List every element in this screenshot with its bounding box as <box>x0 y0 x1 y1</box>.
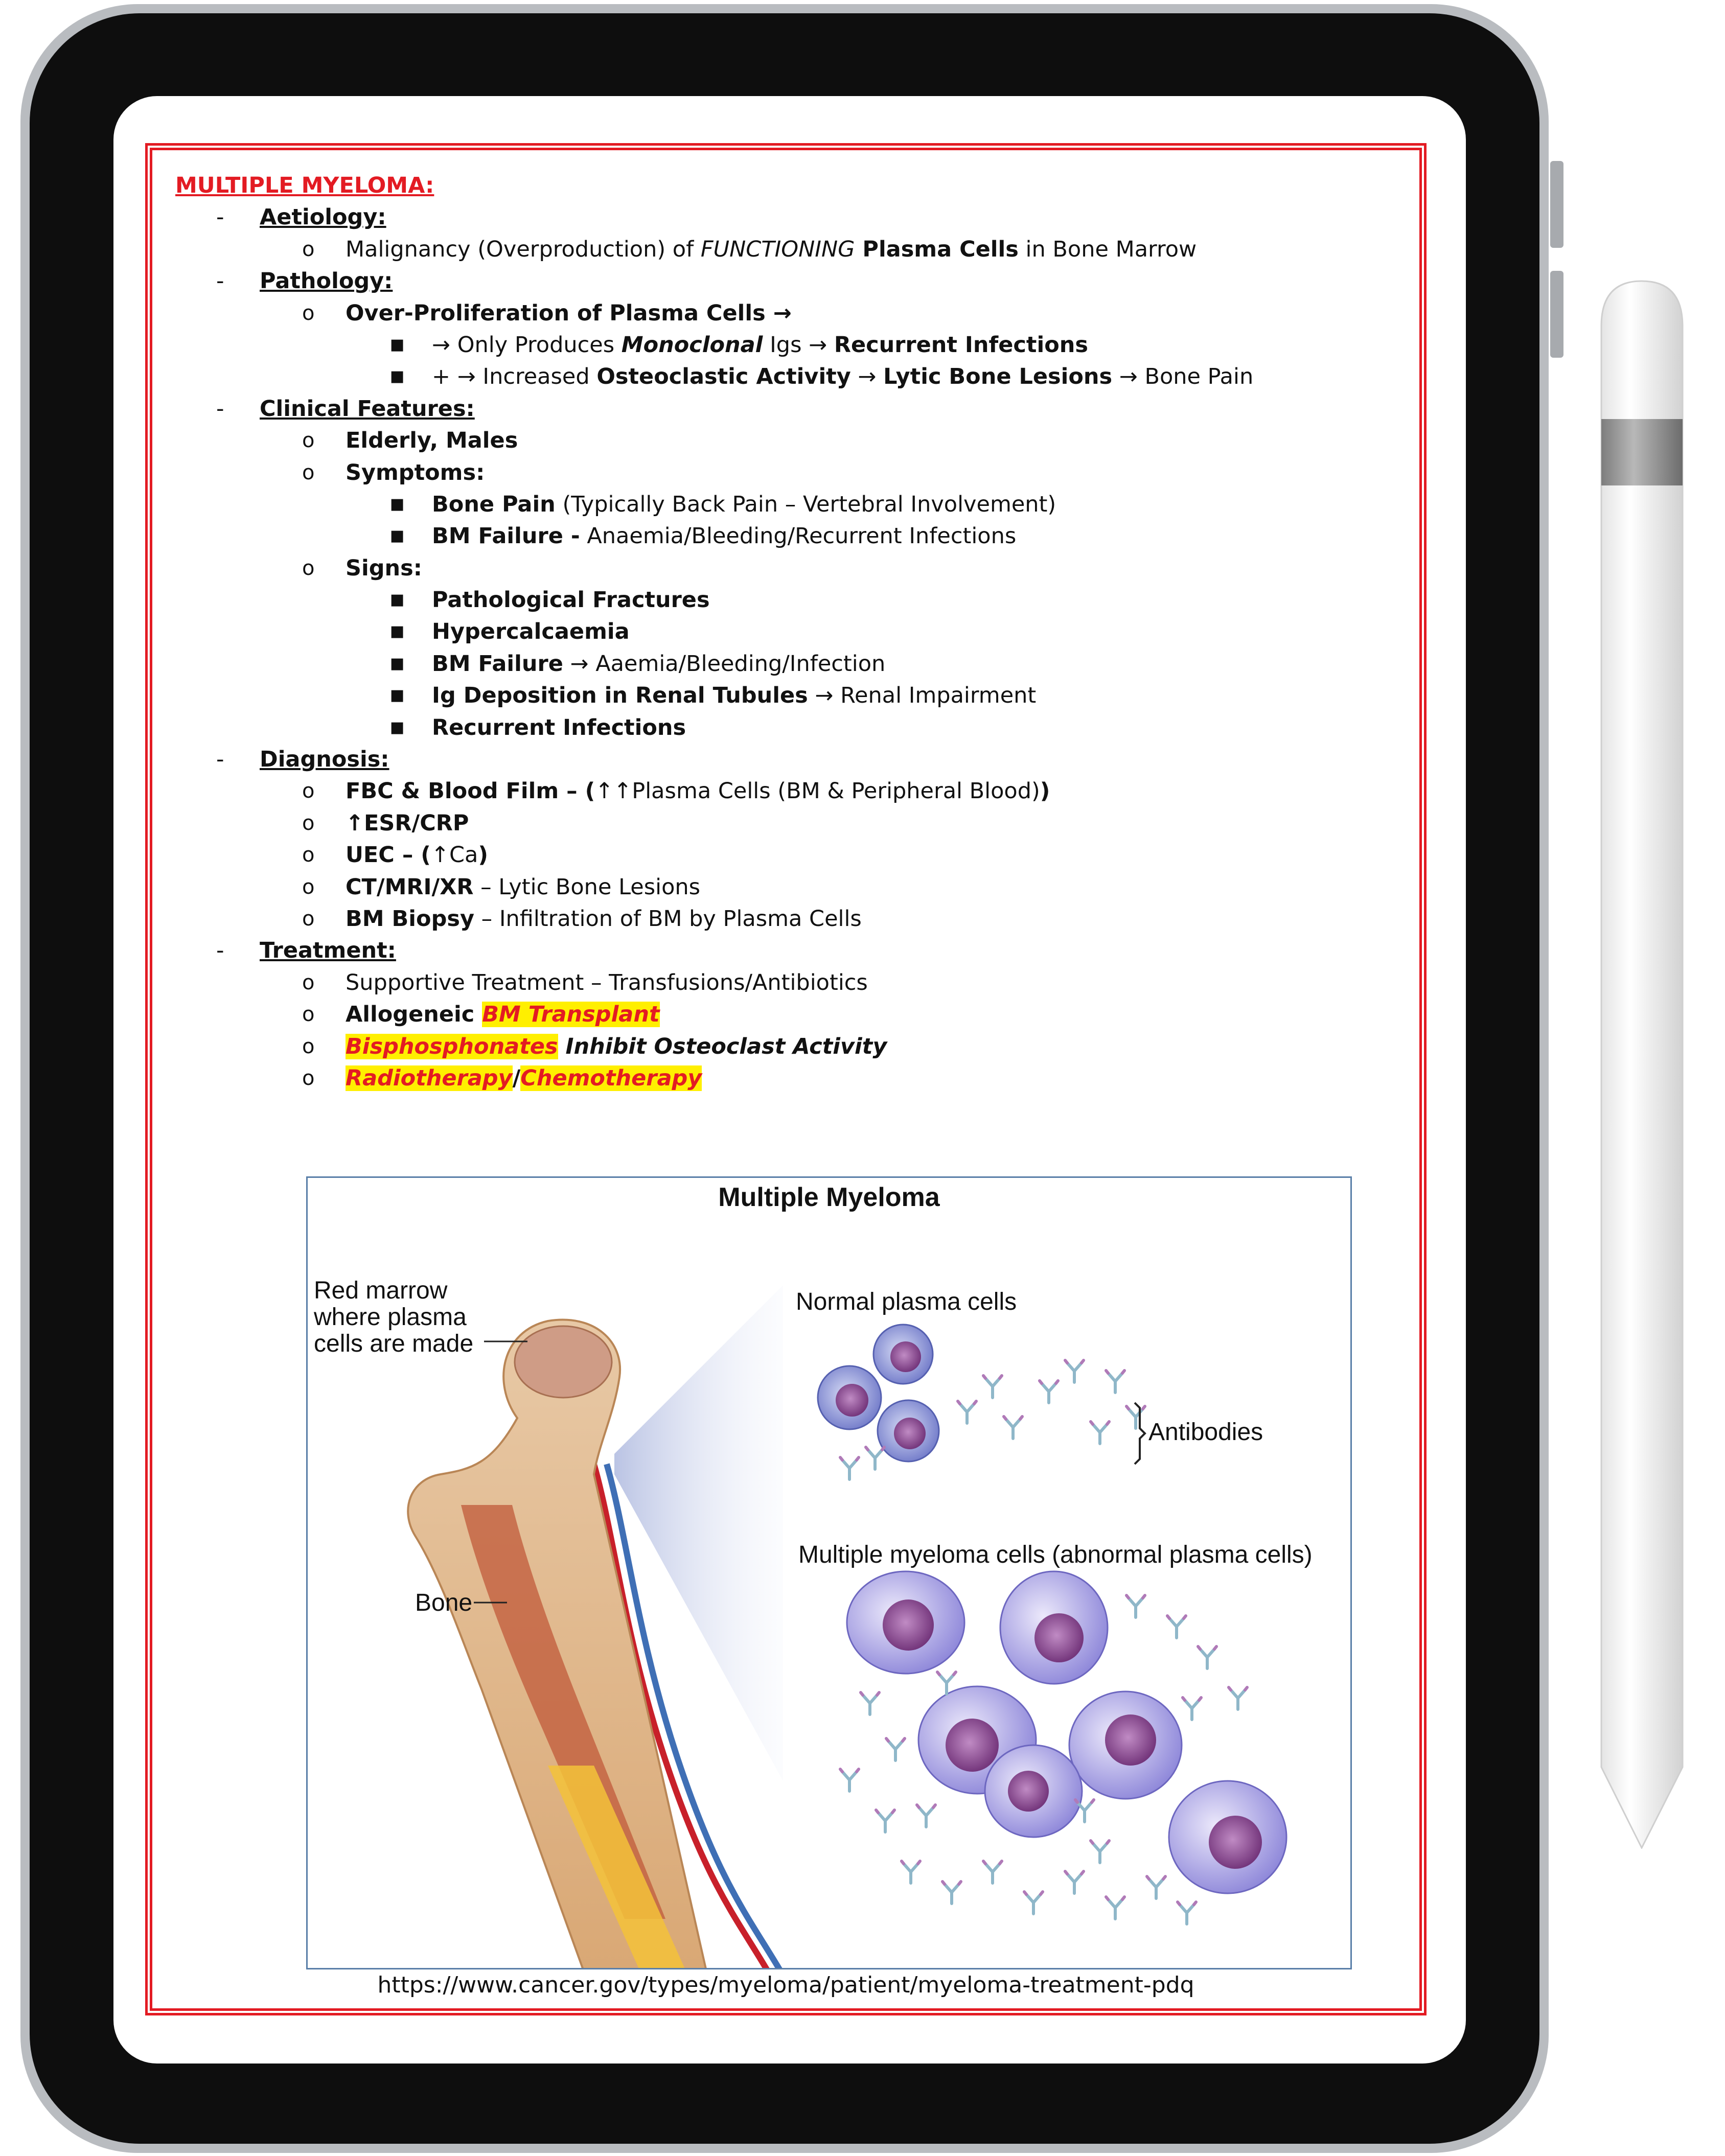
pathology-subitem: + → Increased Osteoclastic Activity → Lytic Bone Lesions → Bone Pain <box>432 364 1254 390</box>
bullet-square: ■ <box>390 622 405 641</box>
bullet-circle: o <box>302 811 315 835</box>
myeloma-cells <box>847 1571 1286 1893</box>
symptom-item: Bone Pain (Typically Back Pain – Vertebral Involvement) <box>432 491 1056 517</box>
bullet-square: ■ <box>390 495 405 513</box>
highlight-bm-transplant: BM Transplant <box>482 1002 660 1028</box>
sign-item: BM Failure → Aaemia/Bleeding/Infection <box>432 651 886 677</box>
bullet-dash: - <box>216 268 224 294</box>
bullet-circle: o <box>302 779 315 803</box>
bullet-square: ■ <box>390 654 405 673</box>
clinical-item: Symptoms: <box>346 459 485 485</box>
normal-plasma-cells <box>818 1325 939 1462</box>
treatment-item: Allogeneic BM Transplant <box>346 1002 660 1028</box>
treatment-item: Bisphosphonates Inhibit Osteoclast Activity <box>346 1033 887 1059</box>
bullet-circle: o <box>302 301 315 325</box>
notes-body <box>175 170 1399 1094</box>
sign-item: Ig Deposition in Renal Tubules → Renal Impairment <box>432 683 1037 709</box>
bullet-circle: o <box>302 460 315 484</box>
diagnosis-item: CT/MRI/XR – Lytic Bone Lesions <box>346 874 701 900</box>
bullet-square: ■ <box>390 686 405 705</box>
bullet-circle: o <box>302 1003 315 1027</box>
bullet-circle: o <box>302 875 315 899</box>
bullet-circle: o <box>302 843 315 867</box>
document-page <box>145 143 1427 2015</box>
section-heading-aetiology: Aetiology: <box>260 204 386 230</box>
pathology-item: Over-Proliferation of Plasma Cells → <box>346 300 792 326</box>
tablet-screen <box>113 96 1466 2064</box>
bullet-square: ■ <box>390 335 405 354</box>
highlight-bisphosphonates: Bisphosphonates <box>346 1033 558 1059</box>
label-bone: Bone <box>415 1589 473 1616</box>
bullet-circle: o <box>302 1034 315 1058</box>
symptom-item: BM Failure - Anaemia/Bleeding/Recurrent Infections <box>432 523 1017 549</box>
section-heading-diagnosis: Diagnosis: <box>260 747 389 773</box>
bullet-dash: - <box>216 747 224 773</box>
section-heading-pathology: Pathology: <box>260 268 393 294</box>
treatment-item: Radiotherapy/Chemotherapy <box>346 1065 702 1091</box>
diagnosis-item: ↑ESR/CRP <box>346 810 469 836</box>
image-source-link[interactable]: https://www.cancer.gov/types/myeloma/patient/myeloma-treatment-pdq <box>377 1972 1194 1998</box>
highlight-chemotherapy: Chemotherapy <box>520 1065 702 1091</box>
femur-head <box>515 1326 612 1398</box>
aetiology-item: Malignancy (Overproduction) of FUNCTIONING Plasma Cells in Bone Marrow <box>346 236 1197 262</box>
sign-item: Pathological Fractures <box>432 587 710 613</box>
diagnosis-item: BM Biopsy – Infiltration of BM by Plasma Cells <box>346 906 862 932</box>
bullet-dash: - <box>216 204 224 230</box>
bullet-square: ■ <box>390 591 405 609</box>
figure-title: Multiple Myeloma <box>718 1183 940 1212</box>
bullet-circle: o <box>302 1066 315 1090</box>
myeloma-illustration <box>306 1176 1352 1969</box>
label-myeloma-cells: Multiple myeloma cells (abnormal plasma cells) <box>798 1541 1313 1568</box>
stylus-pencil <box>1597 280 1687 1849</box>
bullet-circle: o <box>302 970 315 994</box>
volume-down-button <box>1550 271 1563 358</box>
section-heading-clinical: Clinical Features: <box>260 396 475 422</box>
diagnosis-item: FBC & Blood Film – (↑↑Plasma Cells (BM & Peripheral Blood)) <box>346 778 1050 804</box>
bullet-dash: - <box>216 938 224 964</box>
bullet-circle: o <box>302 556 315 580</box>
bullet-square: ■ <box>390 367 405 386</box>
page-title: MULTIPLE MYELOMA: <box>175 173 434 198</box>
sign-item: Hypercalcaemia <box>432 619 630 645</box>
section-heading-treatment: Treatment: <box>260 938 396 964</box>
sign-item: Recurrent Infections <box>432 714 686 740</box>
bullet-dash: - <box>216 396 224 422</box>
highlight-radiotherapy: Radiotherapy <box>346 1065 513 1091</box>
pathology-subitem: → Only Produces Monoclonal Igs → Recurrent Infections <box>432 332 1088 358</box>
bullet-square: ■ <box>390 527 405 545</box>
clinical-item: Signs: <box>346 555 422 581</box>
bullet-square: ■ <box>390 718 405 736</box>
label-red-marrow: Red marrow where plasma cells are made <box>314 1277 474 1357</box>
bullet-circle: o <box>302 907 315 931</box>
bullet-circle: o <box>302 429 315 453</box>
label-normal-plasma-cells: Normal plasma cells <box>796 1288 1017 1315</box>
clinical-item: Elderly, Males <box>346 428 518 454</box>
diagnosis-item: UEC – (↑Ca) <box>346 842 489 868</box>
label-antibodies: Antibodies <box>1148 1419 1263 1446</box>
volume-up-button <box>1550 161 1563 248</box>
bullet-circle: o <box>302 237 315 261</box>
treatment-item: Supportive Treatment – Transfusions/Antibiotics <box>346 969 868 995</box>
